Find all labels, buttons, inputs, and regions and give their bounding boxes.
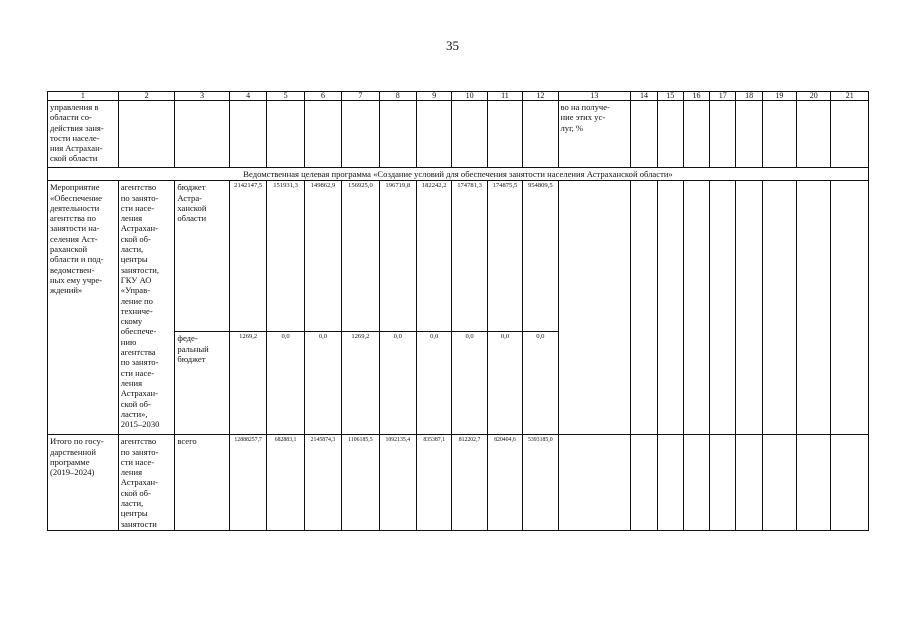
empty-cell [762, 181, 796, 435]
empty-cell [736, 101, 762, 168]
empty-cell [229, 101, 266, 168]
col-header: 10 [452, 92, 487, 101]
value-cell: 820404,6 [487, 435, 522, 531]
empty-cell [683, 181, 709, 435]
empty-cell [831, 181, 869, 435]
col-header: 19 [762, 92, 796, 101]
col-header: 18 [736, 92, 762, 101]
measure-name: Мероприятие «Обеспечение деятельности агентства по занятости на- селения Аст- раханской области и под- ведомствен- ных ему учре- ждений» [48, 181, 119, 435]
empty-cell [710, 101, 736, 168]
value-cell: 149862,9 [304, 181, 341, 332]
col-header: 1 [48, 92, 119, 101]
program-banner: Ведомственная целевая программа «Создание условий для обеспечения занятости населения Астраханской области» [48, 168, 869, 181]
value-cell: 5393185,0 [523, 435, 558, 531]
value-cell: 954809,5 [523, 181, 558, 332]
table-row [48, 435, 869, 531]
col-header: 16 [683, 92, 709, 101]
column-number-row [48, 92, 869, 101]
value-cell: 2142147,5 [229, 181, 266, 332]
value-cell: 2145874,3 [304, 435, 341, 531]
value-cell: 0,0 [523, 332, 558, 435]
empty-cell [831, 101, 869, 168]
value-cell: 0,0 [304, 332, 341, 435]
value-cell: 0,0 [452, 332, 487, 435]
col-header: 21 [831, 92, 869, 101]
col-header: 17 [710, 92, 736, 101]
value-cell: 156925,0 [342, 181, 379, 332]
col-header: 20 [797, 92, 831, 101]
table-row [48, 101, 869, 168]
table-row [48, 181, 869, 332]
empty-cell [631, 435, 657, 531]
value-cell: 835387,1 [417, 435, 452, 531]
col-header: 15 [657, 92, 683, 101]
empty-cell [797, 435, 831, 531]
empty-cell [452, 101, 487, 168]
empty-cell [710, 435, 736, 531]
page-number: 35 [446, 38, 459, 53]
value-cell: 0,0 [487, 332, 522, 435]
value-cell: 0,0 [417, 332, 452, 435]
col-header: 8 [379, 92, 416, 101]
col-header: 5 [267, 92, 304, 101]
empty-cell [683, 435, 709, 531]
col-header: 2 [118, 92, 175, 101]
col-header: 6 [304, 92, 341, 101]
empty-cell [762, 435, 796, 531]
empty-cell [797, 101, 831, 168]
value-cell: 812202,7 [452, 435, 487, 531]
col-header: 4 [229, 92, 266, 101]
total-label: Итого по госу- дарственной программе (2019–2024) [48, 435, 119, 531]
empty-cell [417, 101, 452, 168]
empty-cell [736, 181, 762, 435]
empty-cell [175, 101, 230, 168]
empty-cell [710, 181, 736, 435]
empty-cell [657, 435, 683, 531]
funding-source: бюджет Астра- ханской области [175, 181, 230, 332]
col-header: 11 [487, 92, 522, 101]
continuation-label: управления в области со- действия заня- тости населе- ния Астрахан- ской области [48, 101, 119, 168]
value-cell: 151931,3 [267, 181, 304, 332]
col-header: 13 [558, 92, 631, 101]
executor-cell: агентство по занято- сти насе- ления Астрахан- ской об- ласти, центры занятости [118, 435, 175, 531]
empty-cell [558, 181, 631, 435]
value-cell: 12888257,7 [229, 435, 266, 531]
value-cell: 196719,8 [379, 181, 416, 332]
empty-cell [631, 101, 657, 168]
value-cell: 1106185,5 [342, 435, 379, 531]
program-table [47, 91, 869, 531]
empty-cell [118, 101, 175, 168]
empty-cell [736, 435, 762, 531]
empty-cell [342, 101, 379, 168]
empty-cell [523, 101, 558, 168]
value-cell: 682883,1 [267, 435, 304, 531]
empty-cell [379, 101, 416, 168]
col-header: 3 [175, 92, 230, 101]
table-row [48, 168, 869, 181]
funding-source: всего [175, 435, 230, 531]
empty-cell [762, 101, 796, 168]
value-cell: 174875,5 [487, 181, 522, 332]
empty-cell [304, 101, 341, 168]
value-cell: 0,0 [267, 332, 304, 435]
empty-cell [831, 435, 869, 531]
indicator-text: во на получе- ние этих ус- луг, % [558, 101, 631, 168]
value-cell: 1092135,4 [379, 435, 416, 531]
empty-cell [631, 181, 657, 435]
empty-cell [267, 101, 304, 168]
value-cell: 0,0 [379, 332, 416, 435]
col-header: 14 [631, 92, 657, 101]
col-header: 9 [417, 92, 452, 101]
empty-cell [657, 101, 683, 168]
value-cell: 182242,2 [417, 181, 452, 332]
empty-cell [797, 181, 831, 435]
col-header: 12 [523, 92, 558, 101]
col-header: 7 [342, 92, 379, 101]
empty-cell [487, 101, 522, 168]
empty-cell [558, 435, 631, 531]
value-cell: 174781,3 [452, 181, 487, 332]
executor-cell: агентство по занято- сти насе- ления Астрахан- ской об- ласти, центры занятости, ГКУ АО «Управ- ление по техниче- скому обеспече- нию агентства по занято- сти насе- ления Астрахан- ской об- ласти», 2015–2030 [118, 181, 175, 435]
value-cell: 1269,2 [229, 332, 266, 435]
empty-cell [657, 181, 683, 435]
value-cell: 1269,2 [342, 332, 379, 435]
empty-cell [683, 101, 709, 168]
funding-source: феде- ральный бюджет [175, 332, 230, 435]
